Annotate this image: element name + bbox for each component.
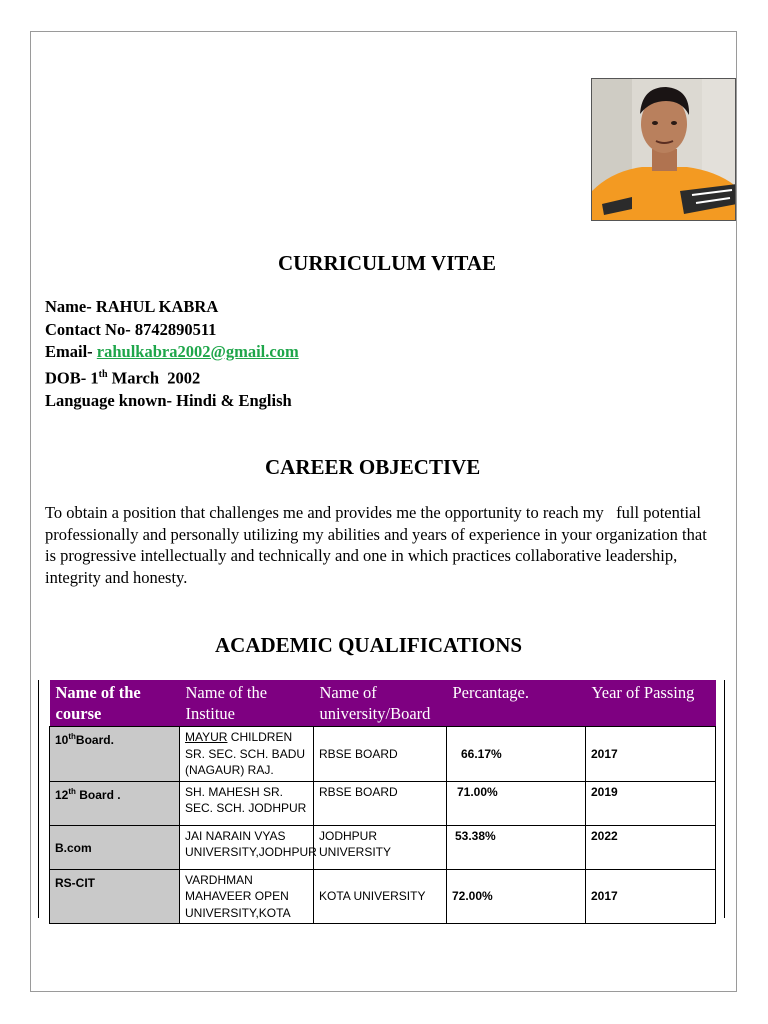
email-line	[45, 341, 299, 364]
personal-info	[45, 296, 299, 412]
board-cell: RBSE BOARD	[314, 781, 447, 825]
table-row	[50, 825, 716, 869]
year-cell: 2017	[586, 727, 716, 782]
percentage-cell: 71.00%	[447, 781, 586, 825]
table-right-border	[724, 680, 725, 918]
person-photo-illustration	[592, 79, 736, 221]
dob-line	[45, 364, 299, 390]
institute-cell	[180, 825, 317, 869]
institute-cell	[180, 727, 314, 782]
institute-name: VARDHMAN MAHAVEER OPEN UNIVERSITY,KOTA	[185, 872, 291, 920]
email-link[interactable]: rahulkabra2002@gmail.com	[96, 342, 299, 361]
dob-superscript: th	[98, 368, 108, 380]
year-cell: 2022	[586, 825, 716, 869]
board-cell: RBSE BOARD	[314, 727, 447, 782]
dob-prefix: DOB- 1	[45, 368, 99, 387]
course-cell	[50, 869, 180, 924]
institute-cell	[180, 869, 314, 924]
career-objective-heading: CAREER OBJECTIVE	[265, 455, 481, 479]
institute-cell	[180, 781, 314, 825]
table-row	[50, 727, 716, 782]
course-cell	[50, 781, 180, 825]
year-cell: 2019	[586, 781, 716, 825]
name-line: Name- RAHUL KABRA	[45, 297, 219, 316]
course-name: 12	[55, 787, 69, 802]
percentage-cell: 72.00%	[447, 869, 586, 924]
institute-underlined: MAYUR	[185, 730, 228, 744]
course-suffix: Board.	[75, 733, 114, 747]
header-year: Year of Passing	[586, 680, 716, 727]
page-title: CURRICULUM VITAE	[278, 251, 496, 275]
header-percentage: Percantage.	[447, 680, 586, 727]
profile-photo	[591, 78, 736, 221]
course-cell	[50, 727, 180, 782]
career-objective-text: To obtain a position that challenges me and provides me the opportunity to reach my full potential professionally and personally utilizing my abilities and years of experience in your organization that is progressive intellectually and technically and one in which practices collaborative leadership, integrity and honesty.	[45, 503, 711, 587]
dob-rest: March 2002	[107, 368, 201, 387]
table-row	[50, 781, 716, 825]
institute-name: JAI NARAIN VYAS UNIVERSITY,JODHPUR	[185, 828, 317, 859]
academic-heading: ACADEMIC QUALIFICATIONS	[215, 633, 523, 657]
course-cell	[50, 825, 180, 869]
course-name: RS-CIT	[55, 875, 95, 890]
board-cell: KOTA UNIVERSITY	[314, 869, 447, 924]
board-cell: JODHPUR UNIVERSITY	[314, 825, 447, 869]
course-name: B.com	[55, 841, 92, 856]
header-course: Name of the course	[50, 680, 180, 727]
percentage-cell: 53.38%	[447, 825, 586, 869]
contact-line: Contact No- 8742890511	[45, 319, 217, 339]
course-name: 10	[55, 733, 69, 747]
institute-name: SH. MAHESH SR. SEC. SCH. JODHPUR	[185, 784, 307, 815]
academic-table	[49, 680, 716, 924]
table-left-border	[38, 680, 39, 918]
course-sup: th	[68, 786, 76, 796]
email-label: Email-	[45, 342, 97, 361]
institute-name: CHILDREN SR. SEC. SCH. BADU (NAGAUR) RAJ.	[185, 730, 306, 777]
percentage-cell: 66.17%	[447, 727, 586, 782]
year-cell: 2017	[586, 869, 716, 924]
header-board: Name of university/Board	[314, 680, 447, 727]
course-suffix: Board .	[75, 787, 121, 802]
table-header-row	[50, 680, 716, 727]
course-sup: th	[68, 732, 76, 741]
header-institute: Name of the Institue	[180, 680, 314, 727]
language-line: Language known- Hindi & English	[45, 390, 292, 410]
table-row	[50, 869, 716, 924]
